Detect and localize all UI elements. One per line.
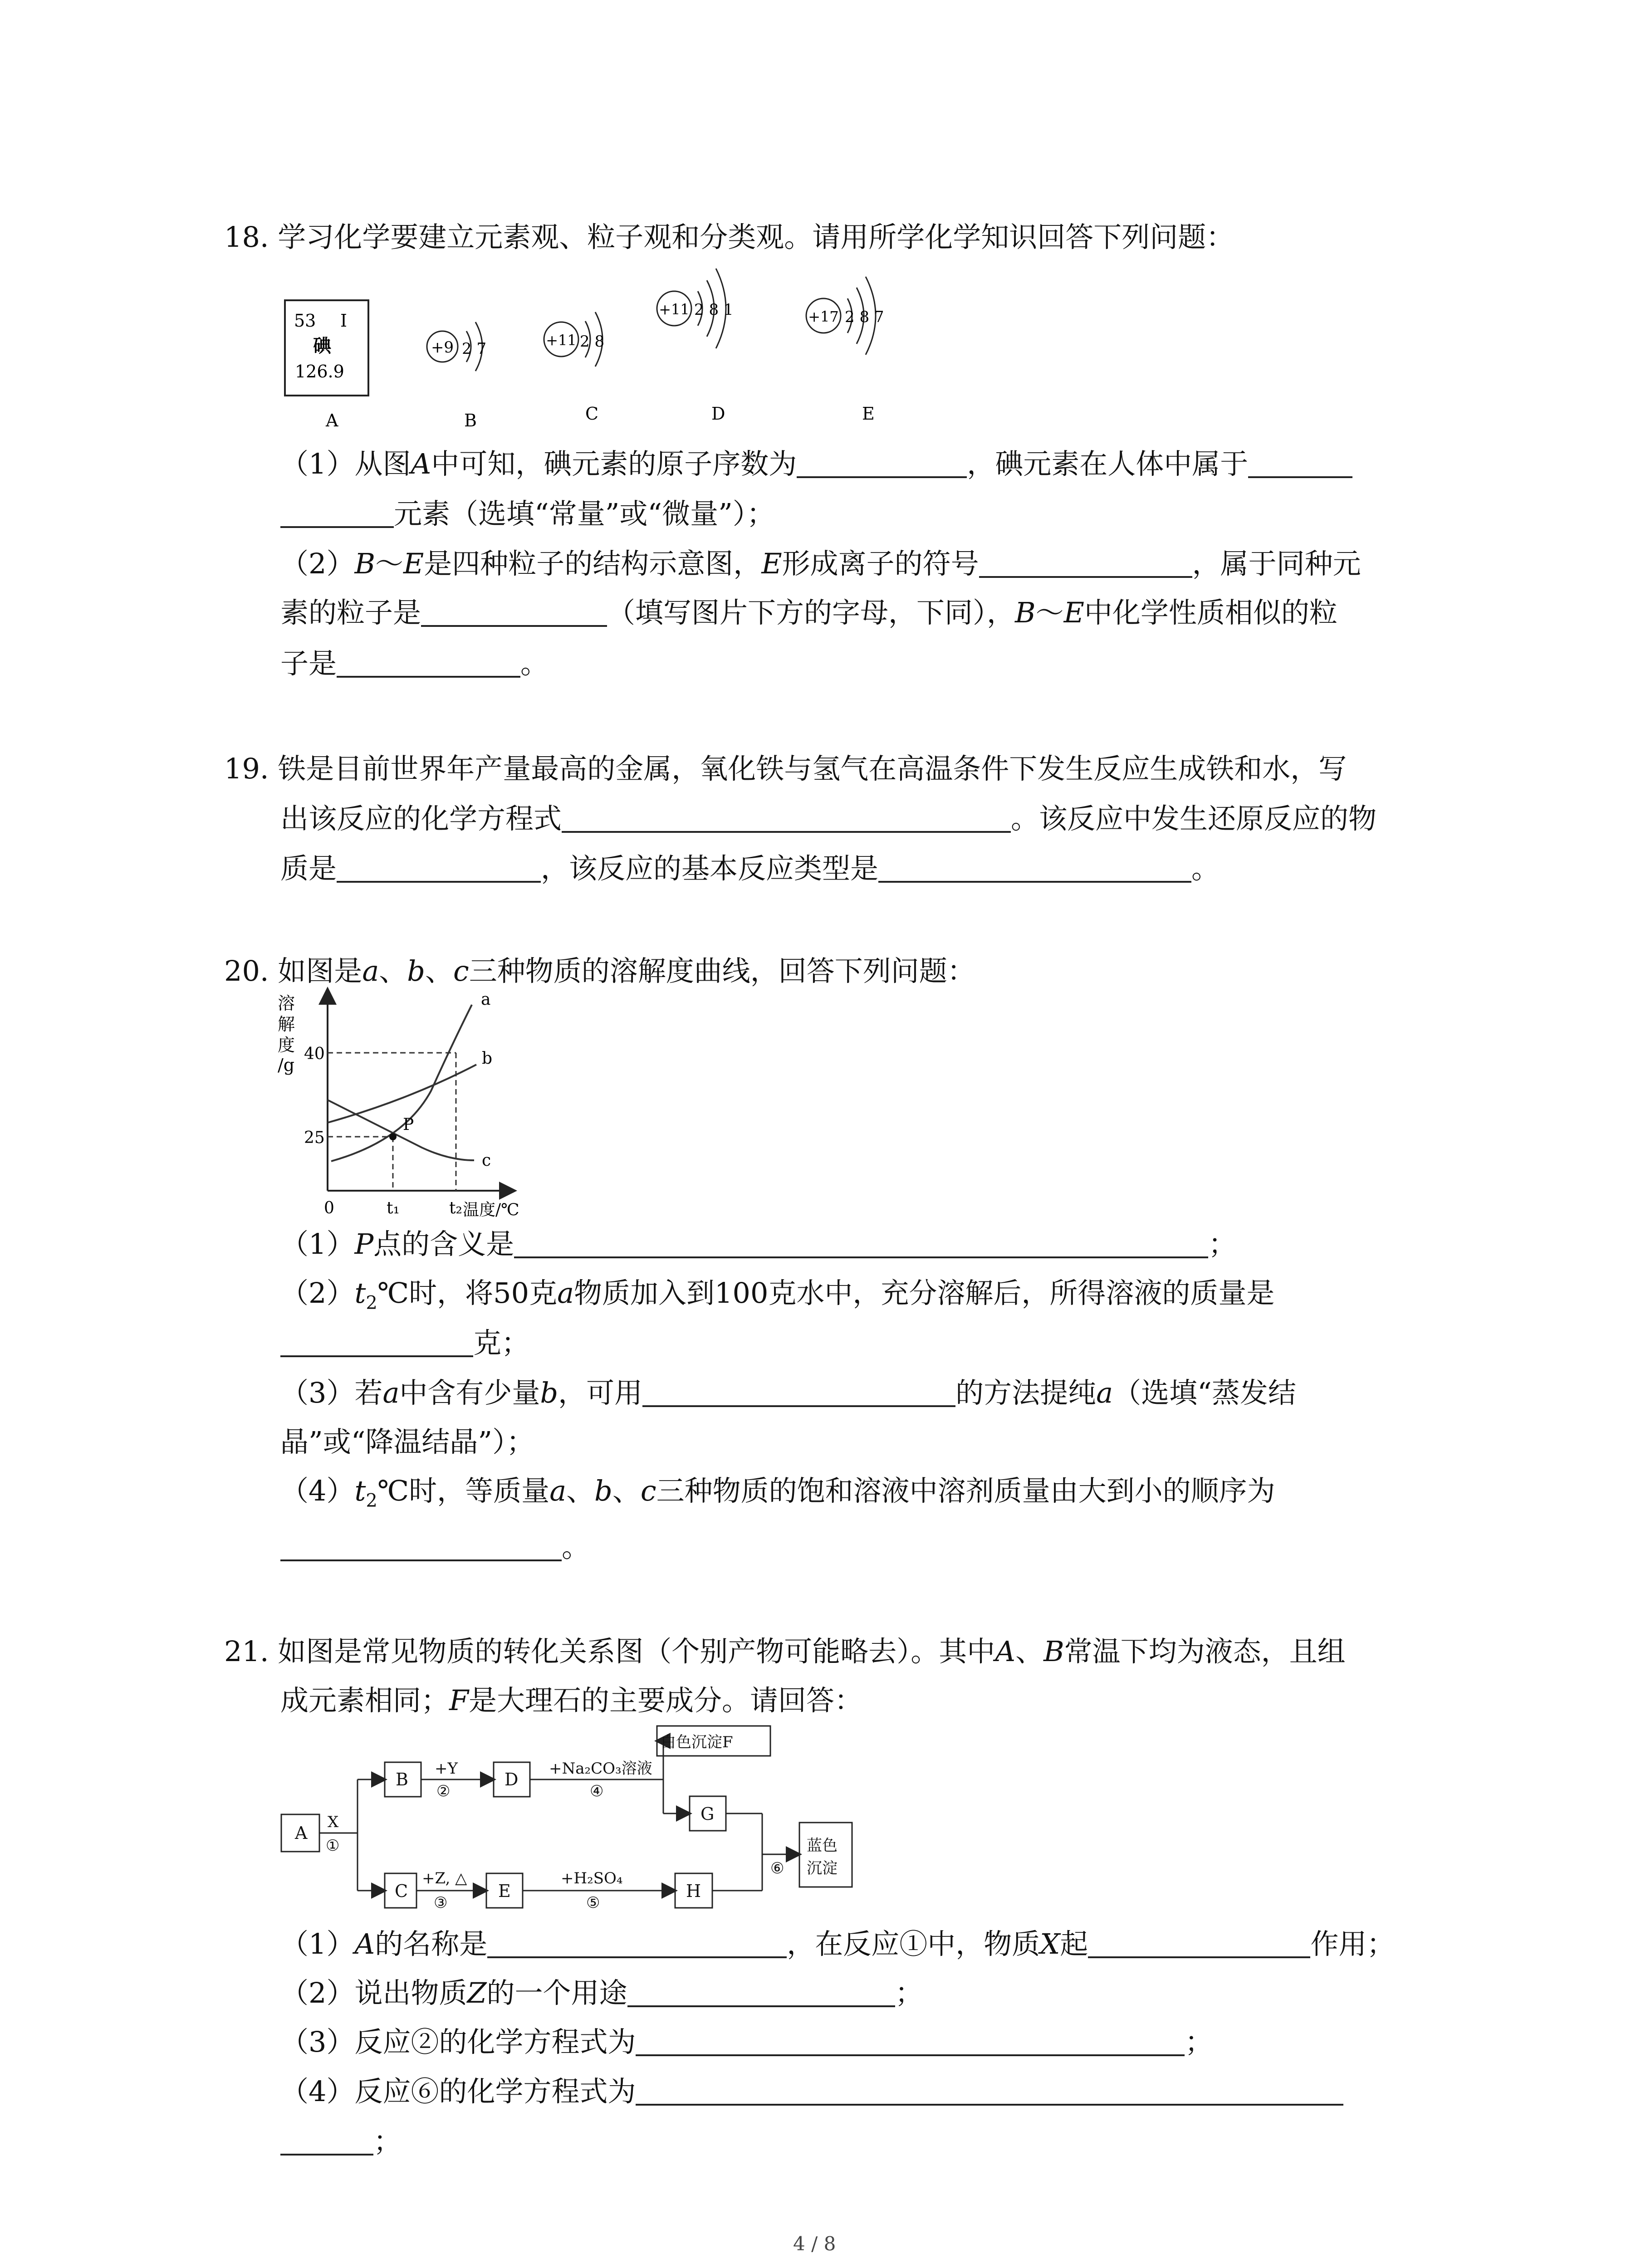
q21-blank-equation-2[interactable] [636,2030,1185,2056]
svg-text:2 8 1: 2 8 1 [694,301,734,319]
q20-part4-line2: 。 [280,1533,590,1561]
label-r2: ② [436,1782,451,1800]
label-na2co3: +Na₂CO₃溶液 [549,1760,652,1778]
q21-blank-equation-6-cont[interactable] [280,2129,373,2156]
ylabel-4: /g [278,1055,295,1075]
label-b: B [464,411,477,430]
q21-blank-equation-6[interactable] [636,2079,1343,2106]
q20-part2-line2: 克； [280,1329,529,1357]
q21-part2: （2）说出物质Z的一个用途 ； [280,1976,923,2009]
q20-part2-line1: $(2)t_2℃$时，将50克a物质加入到100克水中，充分溶解后，所得溶液的质量是 [280,1276,1275,1314]
q21-blank-a-name[interactable] [487,1932,787,1958]
node-a: A [295,1823,308,1843]
q18-blank-ion-symbol[interactable] [979,552,1192,578]
xtick-0: 0 [324,1199,334,1217]
xtick-t1: t₁ [387,1199,400,1217]
label-h2so4: +H₂SO₄ [561,1869,623,1887]
node-b: B [396,1769,408,1789]
svg-text:+11: +11 [546,332,577,349]
node-c: C [395,1881,408,1901]
q21-part4-line1: （4）反应⑥的化学方程式为 [280,2077,1343,2106]
q21-blank-z-use[interactable] [627,1981,895,2007]
q21-part3: （3）反应②的化学方程式为 ； [280,2025,1213,2058]
q18-blank-atomic-number[interactable] [797,452,967,478]
q18-stem: 18. 学习化学要建立元素观、粒子观和分类观。请用所学化学知识回答下列问题： [224,220,1234,254]
point-p [389,1133,397,1140]
q18-blank-element-type-cont[interactable] [280,502,394,528]
ylabel-3: 度 [278,1035,295,1055]
xlabel: 温度/℃ [463,1201,519,1219]
particle-c [544,312,604,367]
q20-part1: （1）P点的含义是 ； [280,1227,1237,1261]
q18-part2-line3: 子是 。 [280,647,549,680]
q18-blank-same-element[interactable] [421,601,607,627]
q20-part3-line2: 晶”或“降温结晶”）； [280,1425,535,1458]
curve-label-a: a [481,990,491,1009]
q19-line1: 19. 铁是目前世界年产量最高的金属，氧化铁与氢气在高温条件下发生反应生成铁和水，写 [224,752,1347,785]
element-symbol: I [340,311,348,331]
q20-blank-solution-mass[interactable] [280,1331,473,1357]
node-blue-2: 沉淀 [807,1859,838,1877]
q21-diagram [272,1719,898,1930]
node-h: H [686,1881,701,1901]
q18-part2-line1: （2）B～E是四种粒子的结构示意图，E形成离子的符号 ，属于同种元 [280,547,1361,580]
q21-part4-line2: ； [280,2127,402,2156]
q20-part4-line1: $(4)t_2℃$时，等质量a、b、c三种物质的饱和溶液中溶剂质量由大到小的顺序为 [280,1474,1275,1511]
q20-blank-solvent-order[interactable] [280,1535,562,1561]
q20-part3-line1: （3）若a中含有少量b，可用 的方法提纯a（选填“蒸发结 [280,1376,1296,1409]
node-g: G [700,1804,715,1824]
label-y: +Y [435,1760,458,1778]
label-z: +Z, △ [422,1869,467,1887]
svg-text:2 8: 2 8 [580,332,605,351]
label-x: X [328,1813,339,1831]
label-r1: ① [326,1837,340,1855]
q18-blank-element-type[interactable] [1248,452,1352,478]
element-box [285,300,368,396]
q18-part2-line2: 素的粒子是 （填写图片下方的字母，下同），B～E中化学性质相似的粒 [280,596,1337,629]
q21-line2: 成元素相同；F是大理石的主要成分。请回答： [280,1684,863,1717]
q18-figure [272,259,935,437]
svg-text:2 8 7: 2 8 7 [845,308,884,326]
q19-blank-equation[interactable] [562,807,1011,833]
ytick-40: 40 [304,1045,325,1063]
element-name: 碘 [313,335,331,357]
label-r6: ⑥ [770,1859,784,1877]
q21-blank-x-role[interactable] [1088,1932,1310,1958]
curve-label-b: b [482,1049,493,1068]
q18-blank-similar-property[interactable] [337,651,520,678]
solubility-graph [272,987,554,1224]
node-d: D [505,1769,519,1789]
label-c: C [585,404,599,424]
point-label-p: P [403,1115,414,1134]
q21-line1: 21. 如图是常见物质的转化关系图（个别产物可能略去）。其中A、B常温下均为液态，且组 [224,1635,1346,1668]
label-r3: ③ [434,1894,448,1912]
svg-text:+9: +9 [431,338,454,357]
label-a: A [326,411,338,430]
q19-line2: 出该反应的化学方程式 。该反应中发生还原反应的物 [280,802,1377,835]
ylabel-2: 解 [278,1014,295,1034]
curve-c [328,1100,474,1160]
svg-text:+11: +11 [659,301,690,318]
q20-blank-p-meaning[interactable] [514,1232,1208,1258]
q20-stem: 20. 如图是a、b、c三种物质的溶解度曲线，回答下列问题： [224,954,975,987]
svg-text:2 7: 2 7 [462,340,487,358]
node-e: E [498,1881,511,1901]
q19-blank-reduced-substance[interactable] [337,856,541,883]
node-blue-1: 蓝色 [807,1837,838,1855]
page-number: 4 / 8 [793,2233,836,2255]
node-f: 白色沉淀F [661,1733,733,1751]
label-r5: ⑤ [586,1894,600,1912]
q19-line3: 质是 ，该反应的基本反应类型是 。 [280,852,1220,885]
svg-text:+17: +17 [808,308,839,325]
q18-part1-line2: 元素（选填“常量”或“微量”）； [280,500,775,528]
q21-part1: （1）A的名称是 ，在反应①中，物质X起 作用； [280,1927,1395,1960]
q18-part1-line1: （1）从图A中可知，碘元素的原子序数为 ，碘元素在人体中属于 [280,450,1352,478]
ylabel-1: 溶 [278,993,295,1013]
element-mass: 126.9 [295,362,344,381]
label-e: E [862,404,875,424]
particle-b [427,322,486,371]
particle-d [657,269,734,348]
q20-blank-purify-method[interactable] [642,1381,955,1407]
particle-e [806,277,884,355]
curve-label-c: c [482,1151,491,1170]
q19-blank-reaction-type[interactable] [878,856,1191,883]
label-r4: ④ [590,1782,604,1800]
ytick-25: 25 [304,1129,325,1147]
label-d: D [711,404,725,424]
curve-b [328,1065,476,1123]
xtick-t2: t₂ [449,1199,462,1217]
element-number: 53 [294,311,316,331]
